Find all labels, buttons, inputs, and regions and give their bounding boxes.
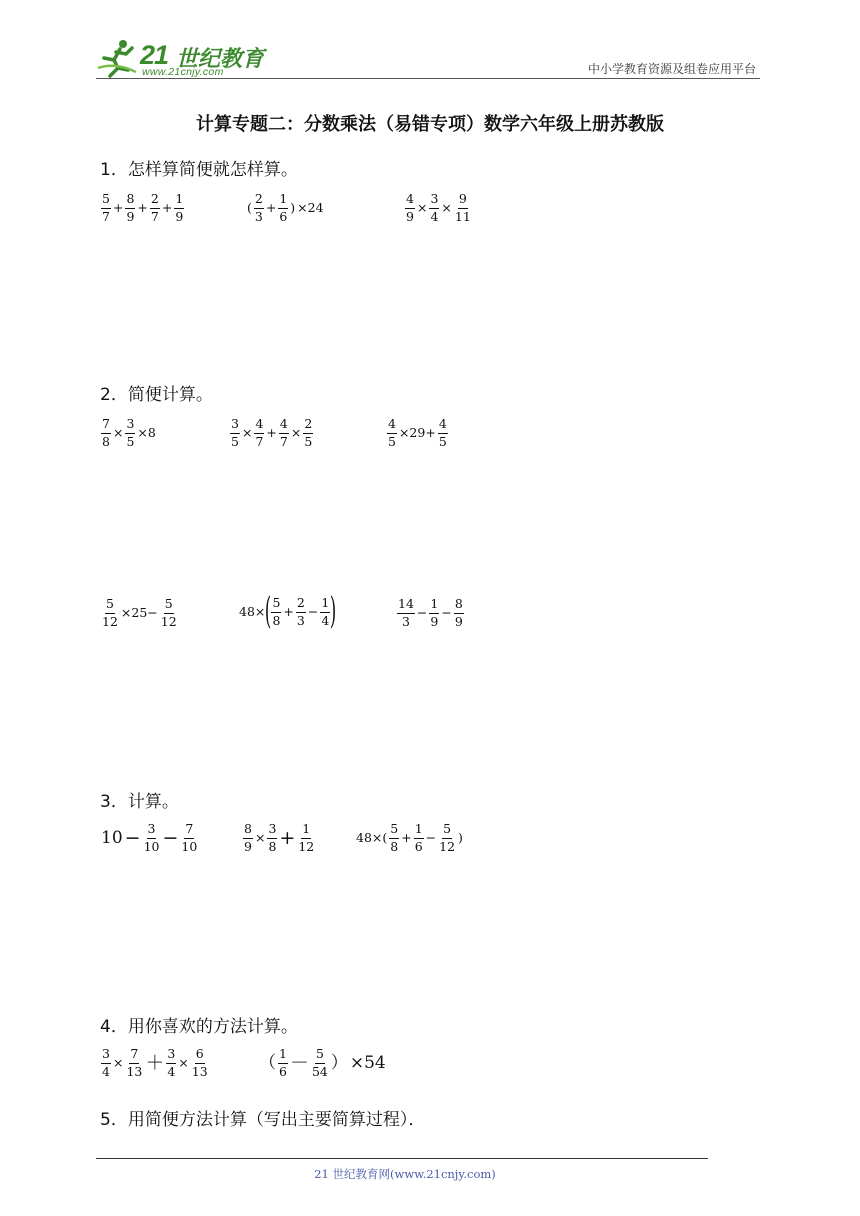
operator: − — [416, 604, 428, 620]
denominator: 12 — [102, 613, 118, 629]
numerator: 4 — [279, 418, 289, 434]
denominator: 7 — [279, 433, 288, 449]
fraction — [174, 193, 184, 223]
q3-expression-2 — [242, 823, 316, 853]
logo-number: 21 — [140, 40, 169, 70]
denominator: 12 — [298, 838, 315, 854]
q2-expression-3 — [386, 418, 449, 448]
operator: ×29+ — [398, 424, 436, 440]
denominator: 4 — [430, 208, 439, 224]
numerator: 5 — [315, 1048, 325, 1064]
question-5-text: 5．用简便方法计算（写出主要简算过程）． — [100, 1110, 426, 1130]
fraction — [160, 598, 178, 628]
operator: ） — [330, 1052, 348, 1073]
operator: ×24 — [297, 199, 324, 215]
operator: ) — [330, 591, 337, 632]
denominator: 6 — [414, 838, 423, 854]
numerator: 8 — [125, 193, 135, 209]
denominator: 12 — [160, 613, 177, 629]
operator: ) — [458, 829, 463, 845]
operator: × — [441, 199, 452, 215]
operator: × — [254, 829, 266, 845]
numerator: 2 — [303, 418, 313, 434]
question-3-text: 3．计算。 — [100, 792, 179, 812]
numerator: 2 — [150, 193, 160, 209]
fraction — [101, 418, 111, 448]
numerator: 4 — [254, 418, 264, 434]
header-divider — [96, 78, 760, 79]
q2-expression-2 — [229, 418, 314, 448]
fraction — [191, 1048, 209, 1078]
denominator: 8 — [272, 612, 281, 628]
denominator: 5 — [438, 433, 447, 449]
denominator: 3 — [296, 612, 305, 628]
numerator: 2 — [296, 597, 306, 613]
q1-expression-3 — [404, 193, 473, 223]
denominator: 11 — [454, 208, 471, 224]
fraction — [125, 418, 135, 448]
numerator: 1 — [301, 823, 311, 839]
fraction — [454, 193, 472, 223]
fraction — [438, 823, 456, 853]
denominator: 6 — [279, 1063, 287, 1079]
fraction — [303, 418, 313, 448]
numerator: 14 — [397, 598, 415, 614]
denominator: 3 — [254, 208, 263, 224]
q1-expression-1 — [100, 193, 185, 223]
fraction — [429, 193, 439, 223]
fraction — [254, 418, 264, 448]
operator: − — [425, 829, 437, 845]
numerator: 5 — [271, 597, 281, 613]
fraction — [143, 823, 161, 853]
operator: ＋ — [145, 1051, 165, 1074]
fraction — [150, 193, 160, 223]
operator: × — [290, 424, 302, 440]
operator: （ — [259, 1052, 276, 1073]
fraction — [387, 418, 397, 448]
numerator: 6 — [195, 1048, 205, 1064]
numerator: 7 — [184, 823, 194, 839]
numerator: 5 — [442, 823, 452, 839]
fraction — [125, 1048, 143, 1078]
numerator: 8 — [454, 598, 464, 614]
q4-expression-1 — [100, 1048, 210, 1078]
denominator: 4 — [321, 612, 330, 628]
fraction — [279, 418, 289, 448]
denominator: 8 — [102, 433, 110, 449]
operator: ( — [247, 199, 252, 215]
runner-icon — [96, 38, 142, 78]
denominator: 54 — [311, 1063, 328, 1079]
numerator: 3 — [166, 1048, 176, 1064]
operator: 48× — [239, 603, 266, 619]
operator: × — [416, 199, 428, 215]
fraction — [438, 418, 448, 448]
q4-expression-2 — [258, 1048, 387, 1078]
operator: × — [241, 424, 253, 440]
fraction — [397, 598, 415, 628]
numerator: 3 — [429, 193, 439, 209]
operator: − — [162, 826, 179, 849]
fraction — [243, 823, 253, 853]
numerator: 1 — [278, 193, 288, 209]
fraction — [180, 823, 198, 853]
footer-divider — [96, 1158, 708, 1159]
numerator: 3 — [125, 418, 135, 434]
numerator: 5 — [105, 598, 115, 614]
numerator: 5 — [164, 598, 174, 614]
operator: － — [289, 1051, 309, 1074]
question-1-text: 1．怎样算简便就怎样算。 — [100, 160, 298, 180]
footer-text: 21 世纪教育网(www.21cnjy.com) — [314, 1167, 496, 1181]
operator: − — [124, 826, 141, 849]
operator: ×8 — [137, 424, 156, 440]
operator: × — [178, 1054, 189, 1070]
numerator: 9 — [458, 193, 468, 209]
fraction — [230, 418, 240, 448]
numerator: 1 — [429, 598, 439, 614]
fraction — [414, 823, 424, 853]
denominator: 9 — [454, 613, 463, 629]
numerator: 1 — [320, 597, 330, 613]
numerator: 8 — [243, 823, 253, 839]
q2-expression-5 — [238, 591, 337, 632]
fraction — [311, 1048, 329, 1078]
operator: + — [266, 424, 277, 440]
operator: × — [112, 424, 124, 440]
numerator: 3 — [230, 418, 240, 434]
operator: + — [401, 829, 412, 845]
denominator: 9 — [406, 208, 414, 224]
denominator: 3 — [401, 613, 410, 629]
denominator: 9 — [175, 208, 184, 224]
numerator: 2 — [254, 193, 264, 209]
numerator: 4 — [405, 193, 415, 209]
denominator: 7 — [255, 433, 264, 449]
fraction — [454, 598, 464, 628]
fraction — [296, 597, 306, 627]
denominator: 6 — [279, 208, 288, 224]
fraction — [101, 1048, 111, 1078]
numerator: 7 — [101, 418, 111, 434]
fraction — [389, 823, 399, 853]
denominator: 5 — [388, 433, 396, 449]
denominator: 13 — [126, 1063, 143, 1079]
numerator: 3 — [101, 1048, 111, 1064]
numerator: 1 — [174, 193, 184, 209]
operator: 48×( — [356, 829, 388, 845]
fraction — [101, 193, 111, 223]
fraction — [278, 1048, 288, 1078]
operator: ) — [290, 199, 296, 215]
fraction — [267, 823, 277, 853]
operator: − — [307, 603, 319, 619]
numerator: 7 — [129, 1048, 139, 1064]
fraction — [166, 1048, 176, 1078]
denominator: 7 — [150, 208, 159, 224]
fraction — [254, 193, 264, 223]
fraction — [320, 597, 330, 627]
q1-expression-2 — [246, 193, 325, 223]
denominator: 4 — [102, 1063, 110, 1079]
fraction — [271, 597, 281, 627]
denominator: 12 — [439, 838, 456, 854]
denominator: 8 — [268, 838, 277, 854]
numerator: 4 — [387, 418, 397, 434]
denominator: 7 — [102, 208, 110, 224]
denominator: 5 — [304, 433, 313, 449]
fraction — [125, 193, 135, 223]
fraction — [429, 598, 439, 628]
fraction — [101, 598, 119, 628]
numerator: 3 — [267, 823, 277, 839]
logo — [96, 38, 266, 78]
logo-url: www.21cnjy.com — [142, 66, 224, 78]
operator: − — [441, 604, 452, 620]
fraction — [405, 193, 415, 223]
q3-expression-3 — [355, 823, 464, 853]
question-4-text: 4．用你喜欢的方法计算。 — [100, 1017, 298, 1037]
fraction — [278, 193, 288, 223]
fraction — [297, 823, 315, 853]
denominator: 9 — [430, 613, 439, 629]
numerator: 3 — [147, 823, 157, 839]
q2-expression-6 — [396, 598, 465, 628]
operator: ( — [265, 591, 272, 632]
operator: + — [112, 199, 124, 215]
q2-expression-1 — [100, 418, 157, 448]
denominator: 13 — [191, 1063, 208, 1079]
q2-expression-4 — [100, 598, 179, 628]
numerator: 5 — [389, 823, 399, 839]
denominator: 9 — [126, 208, 135, 224]
page-title: 计算专题二：分数乘法（易错专项）数学六年级上册苏教版 — [196, 114, 664, 135]
operator: ×25− — [120, 604, 158, 620]
operator: × — [112, 1054, 124, 1070]
denominator: 5 — [126, 433, 135, 449]
operator: 10 — [101, 827, 123, 848]
q3-expression-1 — [100, 823, 199, 853]
logo-text: 世纪教育 — [176, 47, 265, 72]
denominator: 4 — [167, 1063, 176, 1079]
operator: + — [283, 603, 294, 619]
operator: ×54 — [349, 1052, 386, 1073]
numerator: 1 — [414, 823, 424, 839]
numerator: 4 — [438, 418, 448, 434]
numerator: 1 — [278, 1048, 288, 1064]
question-2-text: 2．简便计算。 — [100, 385, 213, 405]
operator: + — [279, 826, 296, 849]
denominator: 5 — [231, 433, 239, 449]
denominator: 8 — [390, 838, 399, 854]
denominator: 9 — [244, 838, 252, 854]
denominator: 10 — [143, 838, 160, 854]
numerator: 5 — [101, 193, 111, 209]
operator: + — [161, 199, 173, 215]
operator: + — [265, 199, 277, 215]
operator: + — [137, 199, 148, 215]
header-right-text: 中小学教育资源及组卷应用平台 — [587, 62, 756, 76]
denominator: 10 — [181, 838, 198, 854]
